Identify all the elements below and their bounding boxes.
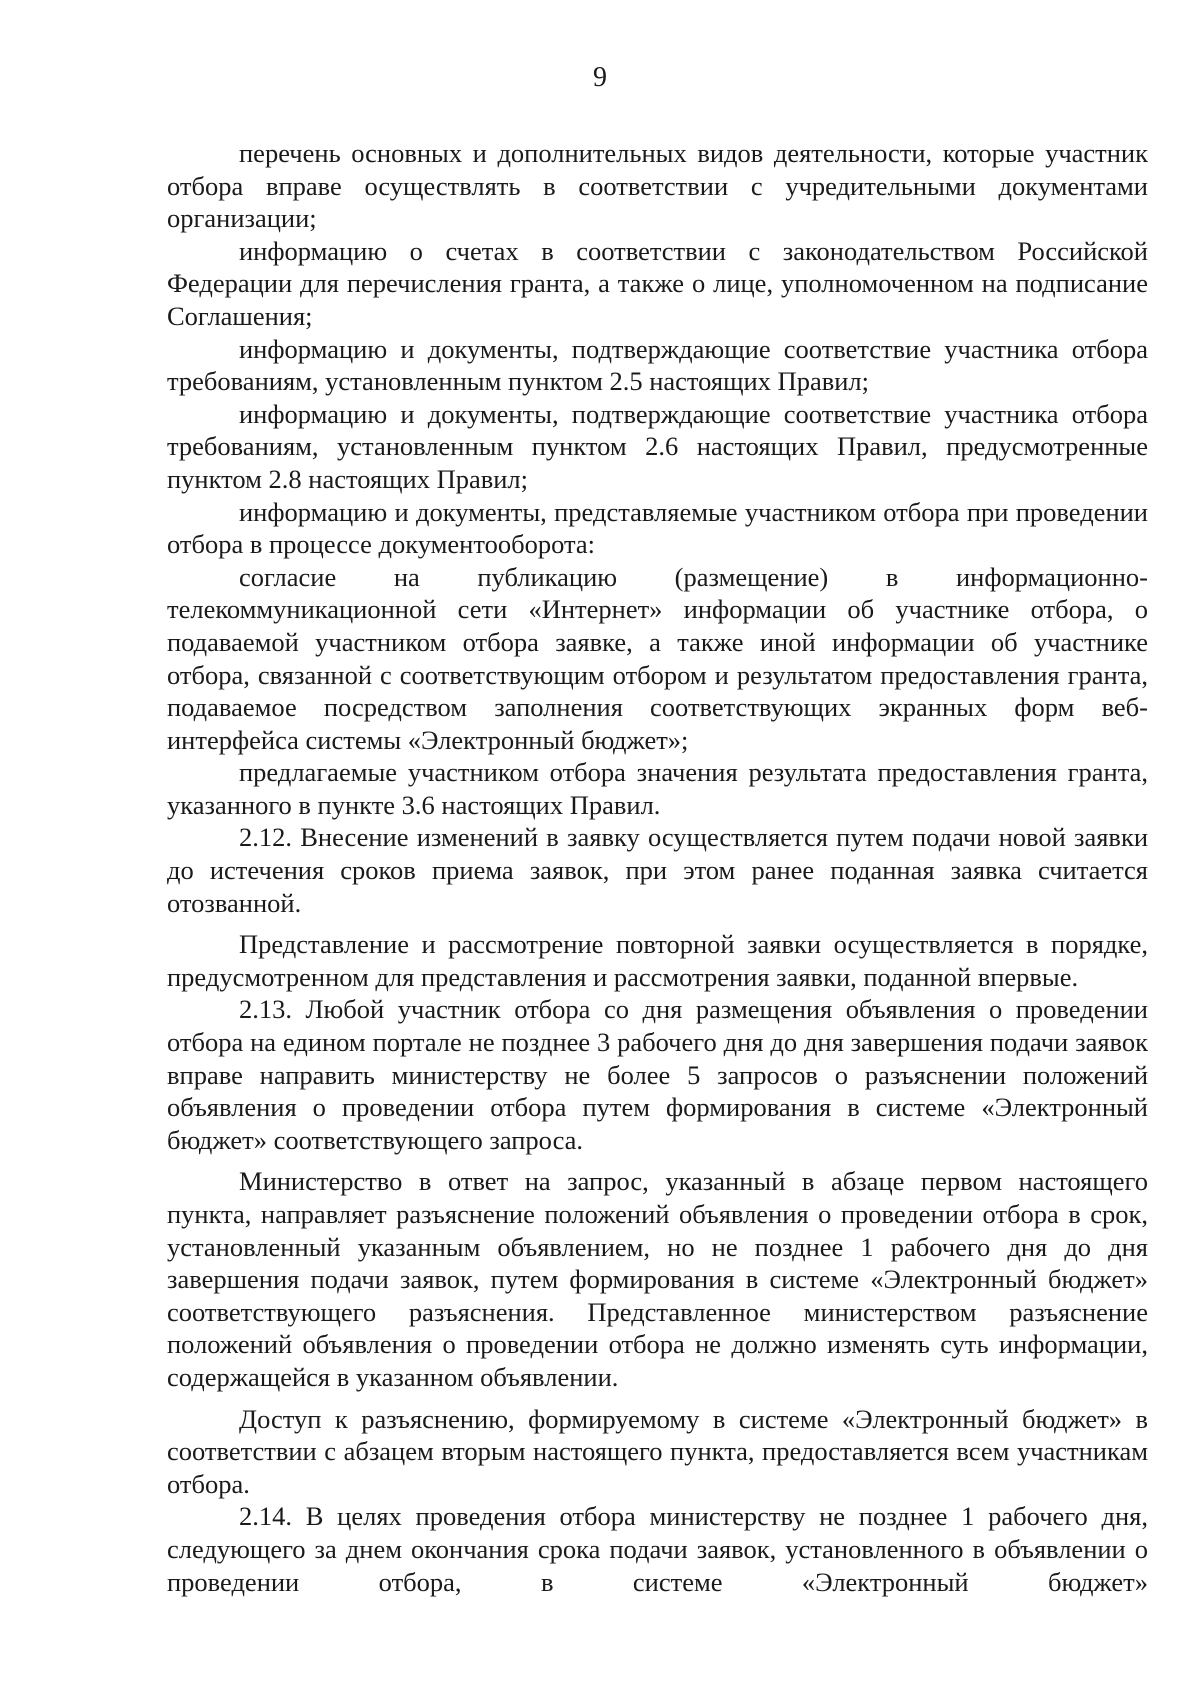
paragraph-activity-types: перечень основных и дополнительных видов деятельности, которые участник отбора вправе осуществлять в соответствии с учредительными документами организации; xyxy=(167,138,1148,234)
paragraph-clarification-access: Доступ к разъяснению, формируемому в системе «Электронный бюджет» в соответствии с абзацем вторым настоящего пункта, предоставляется всем участникам отбора. xyxy=(167,1403,1148,1499)
page-number: 9 xyxy=(593,62,607,93)
paragraph-section-2-12: 2.12. Внесение изменений в заявку осуществляется путем подачи новой заявки до истечения сроков приема заявок, при этом ранее поданная заявка считается отозванной. xyxy=(167,822,1148,918)
paragraph-requirements-2-5: информацию и документы, подтверждающие соответствие участника отбора требованиям, установленным пунктом 2.5 настоящих Правил; xyxy=(167,333,1148,397)
paragraph-result-values: предлагаемые участником отбора значения результата предоставления гранта, указанного в пункте 3.6 настоящих Правил. xyxy=(167,757,1148,820)
paragraph-bank-accounts: информацию о счетах в соответствии с законодательством Российской Федерации для перечисления гранта, а также о лице, уполномоченном на подписание Соглашения; xyxy=(167,235,1148,331)
paragraph-section-2-14: 2.14. В целях проведения отбора министерству не позднее 1 рабочего дня, следующего за днем окончания срока подачи заявок, установленного в объявлении о проведении отбора, в системе «Электронный бюджет» xyxy=(167,1501,1148,1597)
paragraph-repeat-application: Представление и рассмотрение повторной заявки осуществляется в порядке, предусмотренном для представления и рассмотрения заявки, поданной впервые. xyxy=(167,929,1148,992)
paragraph-ministry-response: Министерство в ответ на запрос, указанный в абзаце первом настоящего пункта, направляет разъяснение положений объявления о проведении отбора в срок, установленный указанным объявлением, но не позднее 1 рабочего дня до дня завершения подачи заявок, путем формирования в системе «Электронный бюджет» соответствующего разъяснения. Представленное министерством разъяснение положений объявления о проведении отбора не должно изменять суть информации, содержащейся в указанном объявлении. xyxy=(167,1166,1148,1392)
document-body xyxy=(167,137,1148,1598)
paragraph-document-flow: информацию и документы, представляемые участником отбора при проведении отбора в процессе документооборота: xyxy=(167,496,1148,560)
paragraph-requirements-2-6: информацию и документы, подтверждающие соответствие участника отбора требованиям, установленным пунктом 2.6 настоящих Правил, предусмотренные пунктом 2.8 настоящих Правил; xyxy=(167,398,1148,494)
paragraph-publication-consent: согласие на публикацию (размещение) в информационно-телекоммуникационной сети «Интернет» информации об участнике отбора, о подаваемой участником отбора заявке, а также иной информации об участнике отбора, связанной с соответствующим отбором и результатом предоставления гранта, подаваемое посредством заполнения соответствующих экранных форм веб-интерфейса системы «Электронный бюджет»; xyxy=(167,561,1148,755)
paragraph-section-2-13: 2.13. Любой участник отбора со дня размещения объявления о проведении отбора на едином портале не позднее 3 рабочего дня до дня завершения подачи заявок вправе направить министерству не более 5 запросов о разъяснении положений объявления о проведении отбора путем формирования в системе «Электронный бюджет» соответствующего запроса. xyxy=(167,994,1148,1155)
